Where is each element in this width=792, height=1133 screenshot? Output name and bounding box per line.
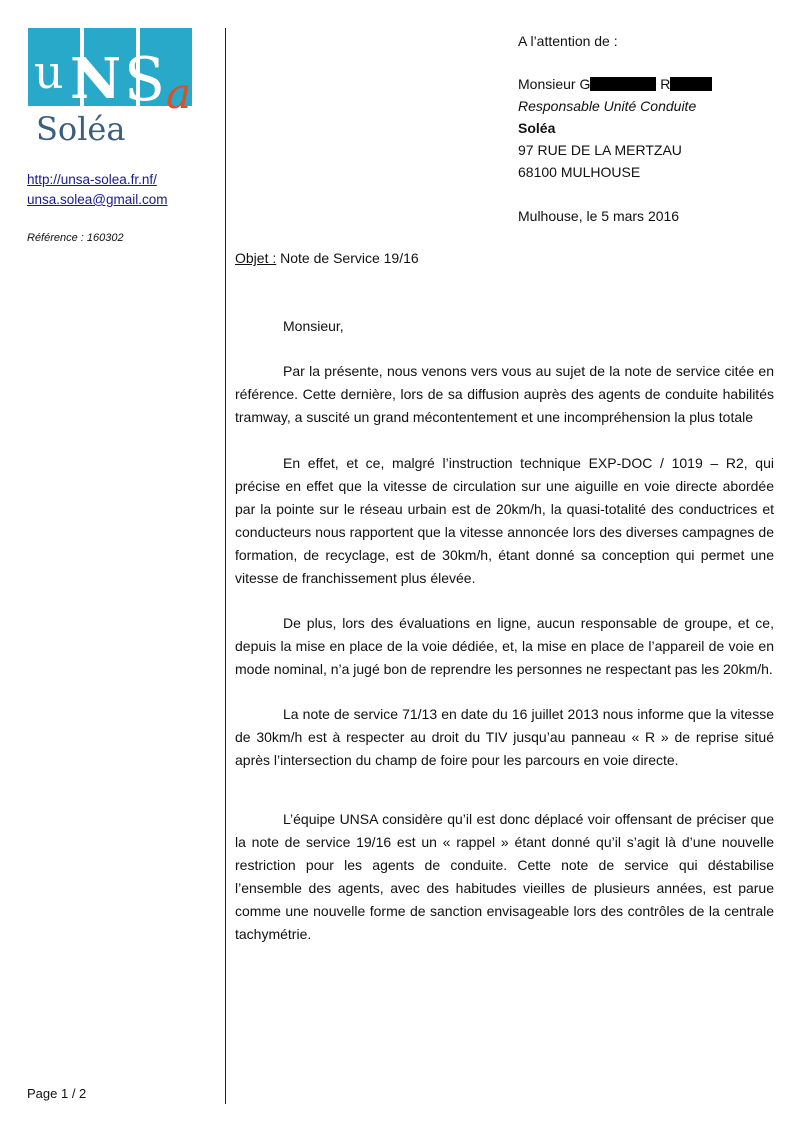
body-paragraph: La note de service 71/13 en date du 16 juillet 2013 nous informe que la vitesse de 30km/h est à respecter au droit du TIV jusqu’au panneau « R » de reprise situé après l’intersection du champ de foire pour les parcours en voie directe.	[235, 706, 774, 768]
recipient-street: 97 RUE DE LA MERTZAU	[518, 142, 682, 158]
page-number: Page 1 / 2	[27, 1086, 87, 1101]
recipient-block	[518, 30, 712, 227]
subject-label: Objet :	[235, 250, 277, 266]
email-link[interactable]: unsa.solea@gmail.com	[27, 192, 168, 207]
recipient-org: Soléa	[518, 120, 556, 136]
redaction-block	[670, 77, 712, 91]
attention-line: A l’attention de :	[518, 33, 618, 49]
unsa-solea-logo	[28, 28, 198, 146]
recipient-city: 68100 MULHOUSE	[518, 164, 641, 180]
recipient-name-mid: R	[660, 76, 671, 92]
body-paragraph: En effet, et ce, malgré l’instruction technique EXP-DOC / 1019 – R2, qui précise en effet que la vitesse de circulation sur une aiguille en voie directe abordée par la pointe sur le réseau urbain est de 20km/h, la quasi-totalité des conductrices et conducteurs nous rapportent que la vitesse annoncée lors des diverses campagnes de formation, de recyclage, est de 30km/h, étant donné sa conception qui permet une vitesse de franchissement plus élevée.	[235, 455, 774, 586]
logo-letter-a: a	[166, 69, 192, 118]
letter-date: Mulhouse, le 5 mars 2016	[518, 208, 680, 224]
body-paragraph: L’équipe UNSA considère qu’il est donc déplacé voir offensant de préciser que la note de service 19/16 est un « rappel » étant donné qu’il s’agit là d’une nouvelle restriction pour les agents de conduite. Cette note de service qui déstabilise l’ensemble des agents, avec des habitudes vieilles de plusieurs années, est parue comme une nouvelle forme de sanction envisageable lors des contrôles de la centrale tachymétrie.	[235, 811, 774, 942]
body-paragraph: Par la présente, nous venons vers vous au sujet de la note de service citée en référence. Cette dernière, lors de sa diffusion auprès des agents de conduite habilités tramway, a suscité un grand mécontentement et une incompréhension la plus totale	[235, 363, 774, 425]
recipient-name	[518, 73, 712, 95]
logo-graphic	[28, 28, 198, 146]
redaction-block	[590, 77, 656, 91]
recipient-role: Responsable Unité Conduite	[518, 98, 697, 114]
website-link[interactable]: http://unsa-solea.fr.nf/	[27, 172, 157, 187]
letter-body	[235, 315, 774, 946]
salutation: Monsieur,	[283, 318, 344, 334]
subject-line	[235, 250, 419, 266]
recipient-name-prefix: Monsieur G	[518, 76, 591, 92]
contact-links	[27, 170, 168, 210]
logo-letter-u: u	[34, 45, 64, 99]
reference-number: Référence : 160302	[27, 232, 124, 244]
logo-brand-text: Soléa	[36, 110, 126, 146]
logo-letter-s: S	[124, 45, 166, 115]
body-paragraph: De plus, lors des évaluations en ligne, aucun responsable de groupe, et ce, depuis la mise en place de la voie dédiée, et, la mise en place de l’appareil de voie en mode nominal, n’a jugé bon de reprendre les personnes ne respectant pas les 20km/h.	[235, 615, 774, 677]
vertical-divider	[225, 28, 226, 1104]
logo-letter-n: N	[70, 46, 122, 112]
subject-text: Note de Service 19/16	[276, 250, 419, 266]
